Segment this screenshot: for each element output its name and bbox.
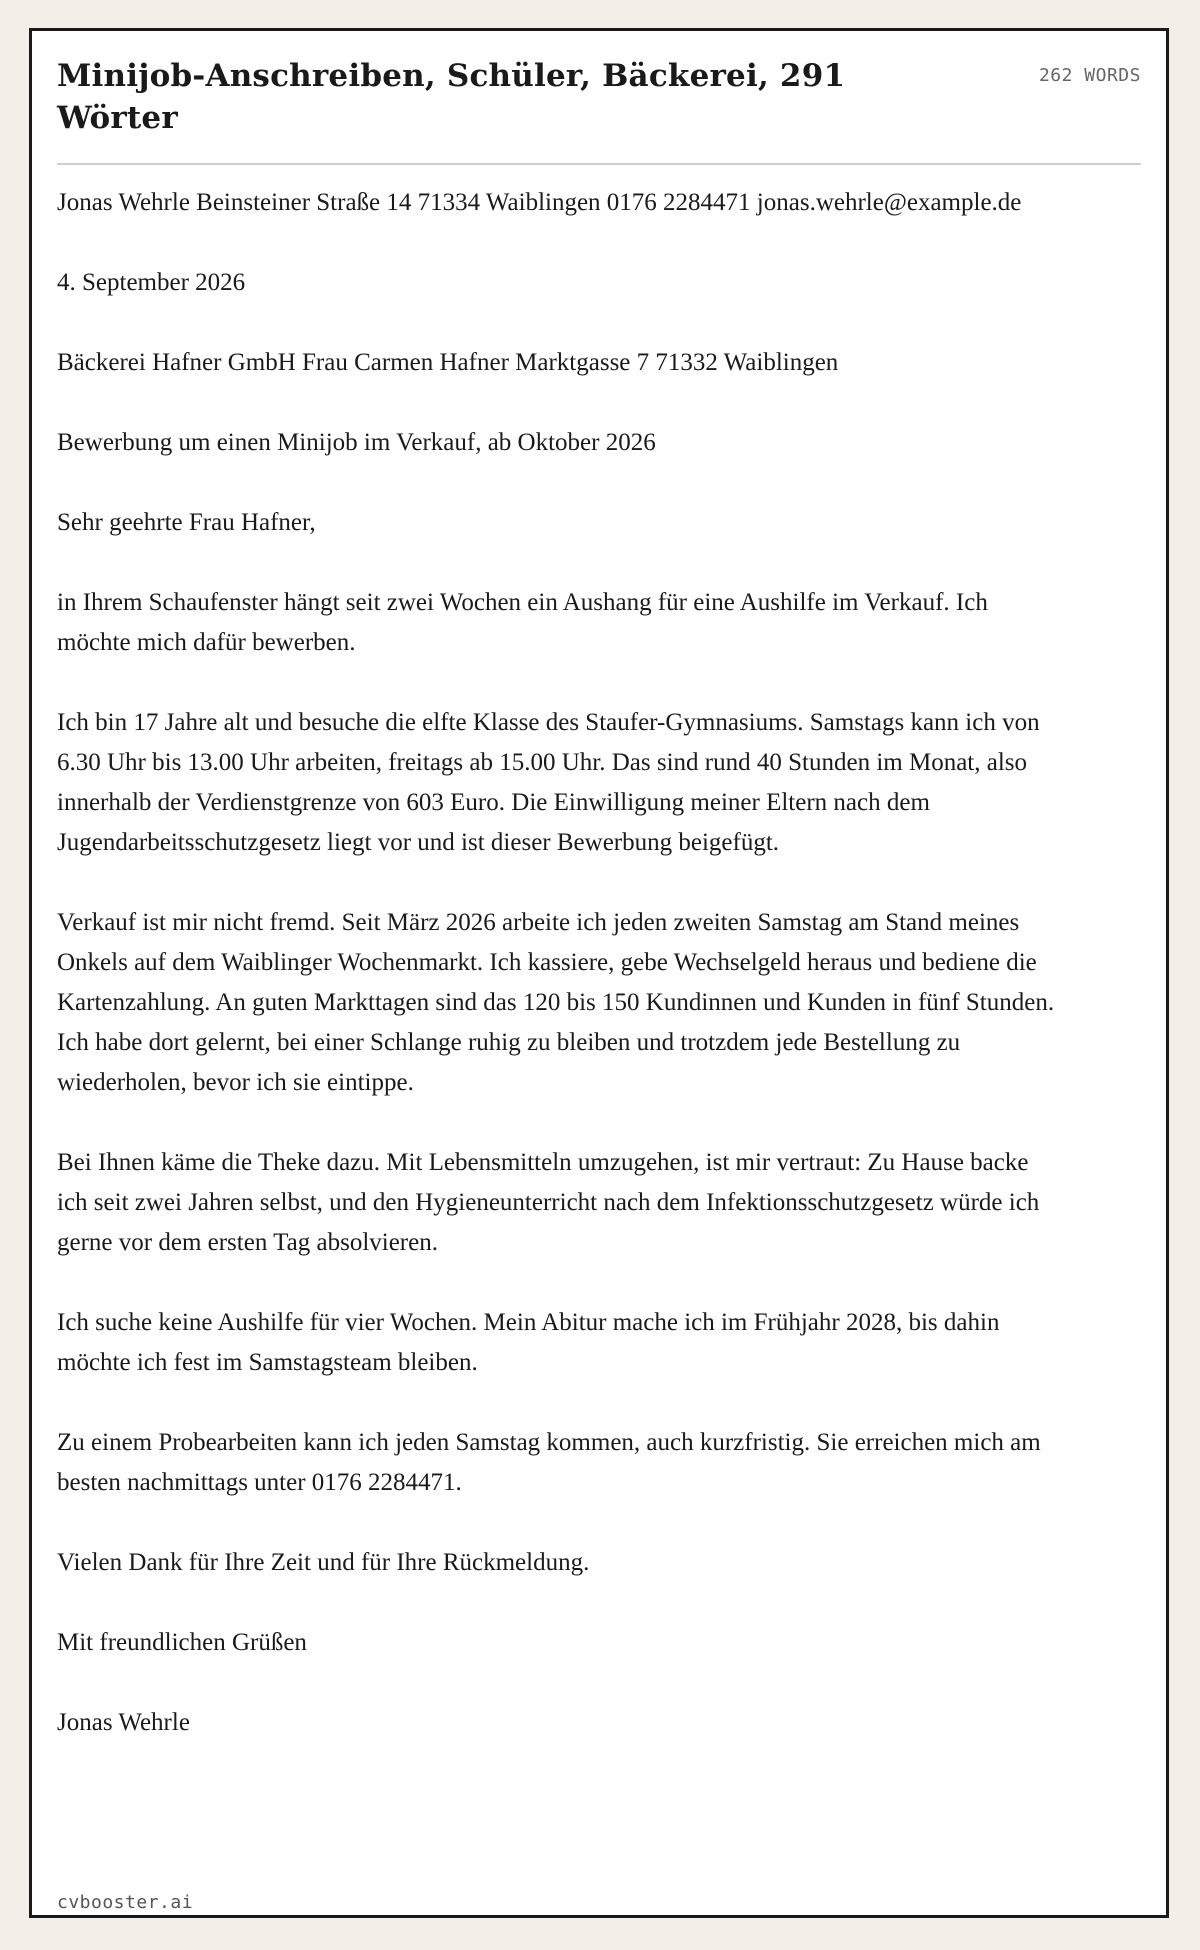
paragraph: Vielen Dank für Ihre Zeit und für Ihre Rückmeldung. (57, 1549, 590, 1576)
letter-body (57, 183, 1062, 1743)
document-header (57, 55, 1141, 139)
paragraph: Ich suche keine Aushilfe für vier Wochen. Mein Abitur mache ich im Frühjahr 2028, bis dahin möchte ich fest im Samstagsteam bleiben. (57, 1309, 1000, 1376)
document-card (29, 28, 1169, 1918)
letter-date: 4. September 2026 (57, 269, 246, 296)
signature: Jonas Wehrle (57, 1709, 190, 1736)
letter-subject: Bewerbung um einen Minijob im Verkauf, ab Oktober 2026 (57, 429, 656, 456)
footer-brand: cvbooster.ai (57, 1892, 194, 1913)
closing: Mit freundlichen Grüßen (57, 1629, 307, 1656)
paragraph: Verkauf ist mir nicht fremd. Seit März 2026 arbeite ich jeden zweiten Samstag am Stand meines Onkels auf dem Waiblinger Wochenmarkt. Ich kassiere, gebe Wechselgeld heraus und bediene die Kartenzahlung. An guten Markttagen sind das 120 bis 150 Kundinnen und Kunden in fünf Stunden. Ich habe dort gelernt, bei einer Schlange ruhig zu bleiben und trotzdem jede Bestellung zu wiederholen, bevor ich sie eintippe. (57, 909, 1055, 1096)
sender-address: Jonas Wehrle Beinsteiner Straße 14 71334 Waiblingen 0176 2284471 jonas.wehrle@example.de (57, 189, 1022, 216)
paragraph: Zu einem Probearbeiten kann ich jeden Samstag kommen, auch kurzfristig. Sie erreichen mich am besten nachmittags unter 0176 2284471. (57, 1429, 1041, 1496)
paragraph: Bei Ihnen käme die Theke dazu. Mit Lebensmitteln umzugehen, ist mir vertraut: Zu Hause backe ich seit zwei Jahren selbst, und den Hygieneunterricht nach dem Infektionsschutzgesetz würde ich gerne vor dem ersten Tag absolvieren. (57, 1149, 1040, 1256)
paragraph: in Ihrem Schaufenster hängt seit zwei Wochen ein Aushang für eine Aushilfe im Verkauf. Ich möchte mich dafür bewerben. (57, 589, 988, 656)
header-divider (57, 163, 1141, 165)
document-title: Minijob-Anschreiben, Schüler, Bäckerei, 291 Wörter (57, 58, 846, 136)
paragraph: Ich bin 17 Jahre alt und besuche die elfte Klasse des Staufer-Gymnasiums. Samstags kann ich von 6.30 Uhr bis 13.00 Uhr arbeiten, freitags ab 15.00 Uhr. Das sind rund 40 Stunden im Monat, also innerhalb der Verdienstgrenze von 603 Euro. Die Einwilligung meiner Eltern nach dem Jugendarbeitsschutzgesetz liegt vor und ist dieser Bewerbung beigefügt. (57, 709, 1040, 856)
word-count-badge: 262 WORDS (1038, 65, 1141, 86)
recipient-address: Bäckerei Hafner GmbH Frau Carmen Hafner Marktgasse 7 71332 Waiblingen (57, 349, 839, 376)
salutation: Sehr geehrte Frau Hafner, (57, 509, 316, 536)
